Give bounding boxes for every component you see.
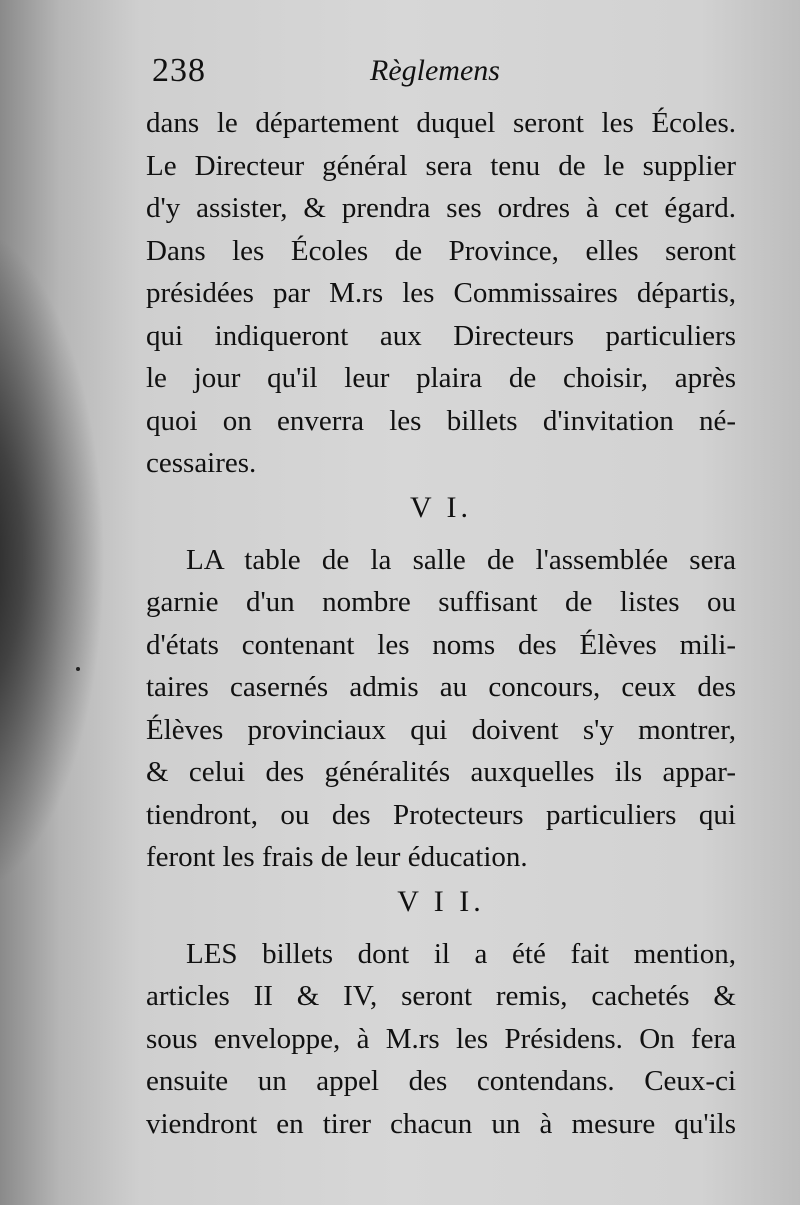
text-line: quoi on enverra les billets d'invitation né- xyxy=(146,404,736,437)
section-heading-vi: V I. xyxy=(409,490,473,524)
text-line: sous enveloppe, à M.rs les Présidens. On fera xyxy=(146,1022,736,1055)
section-heading-vii: V I I. xyxy=(397,884,485,918)
running-title: Règlemens xyxy=(370,54,500,87)
text-line: garnie d'un nombre suffisant de listes ou xyxy=(146,586,736,618)
text-line: tiendront, ou des Protecteurs particuliers qui xyxy=(146,798,736,831)
page-header xyxy=(152,52,732,92)
text-line: LES billets dont il a été fait mention, xyxy=(186,937,736,970)
text-line: & celui des généralités auxquelles ils appar- xyxy=(146,756,736,788)
text-line: le jour qu'il leur plaira de choisir, après xyxy=(146,362,736,394)
text-line: taires casernés admis au concours, ceux des xyxy=(146,671,736,703)
text-line: feront les frais de leur éducation. xyxy=(146,841,528,873)
text-line: articles II & IV, seront remis, cachetés & xyxy=(146,980,736,1012)
text-line: présidées par M.rs les Commissaires départis, xyxy=(146,277,736,309)
text-line: dans le département duquel seront les Écoles. xyxy=(146,107,736,139)
text-line: d'états contenant les noms des Élèves mili- xyxy=(146,628,736,661)
text-line: LA table de la salle de l'assemblée sera xyxy=(186,543,736,576)
text-line: Dans les Écoles de Province, elles seront xyxy=(146,234,736,267)
page-number: 238 xyxy=(152,52,206,89)
text-line: Élèves provinciaux qui doivent s'y montrer, xyxy=(146,713,736,746)
text-line: ensuite un appel des contendans. Ceux-ci xyxy=(146,1065,736,1097)
text-line: qui indiqueront aux Directeurs particuliers xyxy=(146,319,736,352)
text-line: cessaires. xyxy=(146,447,257,479)
text-line: d'y assister, & prendra ses ordres à cet égard. xyxy=(146,192,736,224)
text-line: Le Directeur général sera tenu de le supplier xyxy=(146,149,736,182)
ink-speck xyxy=(76,667,80,671)
text-line: viendront en tirer chacun un à mesure qu'ils xyxy=(146,1107,736,1140)
body-text xyxy=(146,102,736,1145)
